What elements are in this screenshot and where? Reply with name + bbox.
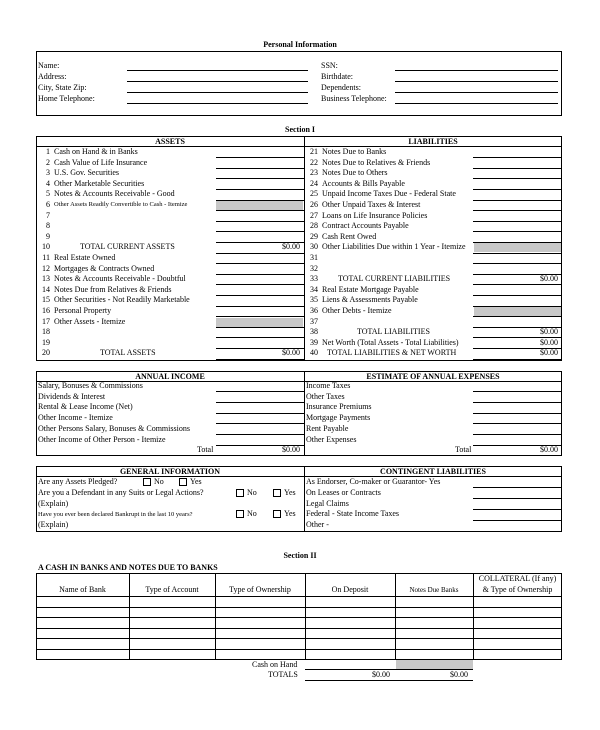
contingent-row-label: On Leases or Contracts xyxy=(306,487,381,497)
bank-cell[interactable] xyxy=(129,649,215,659)
liability-amount-field[interactable] xyxy=(473,295,562,296)
liability-amount-field[interactable] xyxy=(473,284,562,285)
bank-cell[interactable] xyxy=(473,628,562,638)
asset-line-number: 10 xyxy=(42,242,50,252)
asset-line-label: Other Assets Readily Convertible to Cash - Itemize xyxy=(54,201,188,208)
bank-cell[interactable] xyxy=(129,596,215,606)
section2-subtitle: A CASH IN BANKS AND NOTES DUE TO BANKS xyxy=(38,563,218,572)
bank-cell[interactable] xyxy=(129,628,215,638)
no-label: No xyxy=(247,509,257,518)
asset-line-label: Notes Due from Relatives & Friends xyxy=(54,284,172,294)
asset-amount-field[interactable] xyxy=(216,359,304,360)
liability-amount-field[interactable] xyxy=(473,200,562,201)
asset-amount-field[interactable] xyxy=(216,263,304,264)
liability-line-number: 37 xyxy=(310,316,318,326)
asset-line-label: TOTAL CURRENT ASSETS xyxy=(80,242,175,252)
assets-header: ASSETS xyxy=(155,137,185,146)
asset-line-label: Real Estate Owned xyxy=(54,253,116,262)
liability-line-number: 23 xyxy=(310,168,318,178)
liability-amount-field[interactable] xyxy=(473,231,562,232)
bank-cell[interactable] xyxy=(395,617,473,627)
bank-cell[interactable] xyxy=(395,638,473,648)
personal-box xyxy=(36,51,562,116)
liability-itemize-shaded xyxy=(474,243,561,252)
liability-line-label: Notes Due to Others xyxy=(322,168,388,178)
asset-line-label: TOTAL ASSETS xyxy=(100,348,156,358)
address-label: Address: xyxy=(38,72,67,81)
liability-line-label: Cash Rent Owed xyxy=(322,231,377,241)
liability-line-label: Liens & Assessments Payable xyxy=(322,295,418,305)
bank-cell[interactable] xyxy=(305,607,395,617)
expense-row-label: Insurance Premiums xyxy=(306,402,372,412)
defendant-yes-checkbox[interactable] xyxy=(273,489,281,497)
bank-cell[interactable] xyxy=(36,628,129,638)
bank-cell[interactable] xyxy=(473,638,562,648)
totals-label: TOTALS xyxy=(268,670,298,679)
bank-cell[interactable] xyxy=(305,628,395,638)
asset-line-number: 2 xyxy=(46,157,50,167)
liability-line-label: Net Worth (Total Assets - Total Liabilities) xyxy=(322,337,459,347)
col-collateral-sub: & Type of Ownership xyxy=(482,585,553,594)
liability-line-number: 40 xyxy=(310,348,318,358)
asset-line-label: Other Marketable Securities xyxy=(54,178,145,188)
bank-cell[interactable] xyxy=(395,628,473,638)
expense-row-label: Mortgage Payments xyxy=(306,413,371,423)
bank-cell[interactable] xyxy=(129,638,215,648)
liability-line-label: Accounts & Bills Payable xyxy=(322,178,405,188)
asset-line-label: U.S. Gov. Securities xyxy=(54,168,120,178)
liabilities-header: LIABILITIES xyxy=(408,137,458,146)
income-row-label: Salary, Bonuses & Commissions xyxy=(38,381,143,390)
liability-line-label: Notes Due to Relatives & Friends xyxy=(322,157,431,167)
totals-deposit: $0.00 xyxy=(372,670,390,679)
bank-cell[interactable] xyxy=(36,638,129,648)
explain-label: (Explain) xyxy=(38,499,69,508)
asset-itemize-shaded xyxy=(216,201,303,210)
liability-line-number: 35 xyxy=(310,295,318,305)
contingent-amount-field[interactable] xyxy=(473,520,562,521)
asset-amount-field[interactable] xyxy=(216,157,304,158)
assets-pledged-yes-checkbox[interactable] xyxy=(179,478,187,486)
income-header: ANNUAL INCOME xyxy=(135,372,205,381)
home-phone-label: Home Telephone: xyxy=(38,94,95,103)
asset-line-number: 1 xyxy=(46,147,50,156)
bankrupt-no-checkbox[interactable] xyxy=(236,510,244,518)
asset-line-number: 3 xyxy=(46,168,50,178)
city-label: City, State Zip: xyxy=(38,83,87,92)
contingent-row-label: Federal - State Income Taxes xyxy=(306,509,400,519)
liability-amount-field[interactable] xyxy=(473,359,562,360)
liability-amount-field[interactable] xyxy=(473,157,562,158)
bank-cell[interactable] xyxy=(36,617,129,627)
asset-amount-field[interactable] xyxy=(216,337,304,338)
asset-line-label: Cash Value of Life Insurance xyxy=(54,157,148,167)
liability-line-number: 26 xyxy=(310,200,318,209)
expense-amount-field[interactable] xyxy=(473,402,562,403)
liability-line-label: Notes Due to Banks xyxy=(322,147,387,156)
asset-total-value: $0.00 xyxy=(282,242,300,252)
ssn-field[interactable] xyxy=(395,70,558,71)
asset-line-label: Personal Property xyxy=(54,306,112,315)
expense-amount-field[interactable] xyxy=(473,423,562,424)
liability-line-label: Other Liabilities Due within 1 Year - Itemize xyxy=(322,242,466,252)
bank-cell[interactable] xyxy=(305,617,395,627)
liability-line-number: 29 xyxy=(310,231,318,241)
bank-cell[interactable] xyxy=(36,607,129,617)
dependents-field[interactable] xyxy=(395,92,558,93)
liability-line-number: 33 xyxy=(310,274,318,284)
liability-total-value: $0.00 xyxy=(540,337,558,347)
bank-cell[interactable] xyxy=(305,638,395,648)
bank-cell[interactable] xyxy=(129,617,215,627)
liability-total-value: $0.00 xyxy=(540,274,558,284)
liability-line-number: 21 xyxy=(310,147,318,156)
expense-row-label: Rent Payable xyxy=(306,423,349,433)
income-amount-field[interactable] xyxy=(216,434,304,435)
asset-line-number: 18 xyxy=(42,327,50,337)
liability-line-label: TOTAL CURRENT LIABILITIES xyxy=(338,274,451,284)
liability-line-label: Contract Accounts Payable xyxy=(322,221,409,231)
bank-cell[interactable] xyxy=(215,638,305,648)
col-type-of-account: Type of Account xyxy=(145,585,199,594)
explain-label: (Explain) xyxy=(38,520,69,529)
liability-line-number: 38 xyxy=(310,327,318,337)
asset-line-number: 5 xyxy=(46,189,50,199)
liability-amount-field[interactable] xyxy=(473,253,562,254)
bank-cell[interactable] xyxy=(395,596,473,606)
liability-line-number: 25 xyxy=(310,189,318,199)
business-phone-label: Business Telephone: xyxy=(321,94,387,103)
contingent-row-label: Other - xyxy=(306,520,329,530)
asset-amount-field[interactable] xyxy=(216,221,304,222)
expense-row-label: Income Taxes xyxy=(306,381,351,390)
income-row-label: Dividends & Interest xyxy=(38,391,106,401)
liability-amount-field[interactable] xyxy=(473,168,562,169)
liability-line-number: 36 xyxy=(310,306,318,315)
income-row-label: Rental & Lease Income (Net) xyxy=(38,402,133,412)
asset-line-number: 4 xyxy=(46,178,50,188)
bank-cell[interactable] xyxy=(305,596,395,606)
asset-amount-field[interactable] xyxy=(216,231,304,232)
asset-line-number: 7 xyxy=(46,210,50,220)
bank-cell[interactable] xyxy=(215,607,305,617)
income-row-label: Other Income - Itemize xyxy=(38,413,113,423)
personal-title: Personal Information xyxy=(263,40,337,49)
liability-line-number: 32 xyxy=(310,263,318,273)
contingent-amount-field[interactable] xyxy=(473,487,562,488)
col-collateral: COLLATERAL (If any) xyxy=(478,574,557,583)
expense-total-label: Total xyxy=(455,445,472,455)
asset-line-label: Other Assets - Itemize xyxy=(54,316,126,326)
yes-label: Yes xyxy=(284,488,296,497)
income-row-label: Other Income of Other Person - Itemize xyxy=(38,434,166,444)
col-notes-due-banks: Notes Due Banks xyxy=(409,586,459,594)
general-header: GENERAL INFORMATION xyxy=(119,467,221,476)
liability-line-label: Unpaid Income Taxes Due - Federal State xyxy=(322,189,456,199)
asset-line-number: 13 xyxy=(42,274,50,284)
col-on-deposit: On Deposit xyxy=(331,585,369,594)
income-expense-divider xyxy=(304,371,305,456)
liability-line-number: 34 xyxy=(310,284,318,294)
expense-amount-field[interactable] xyxy=(473,413,562,414)
dependents-label: Dependents: xyxy=(321,83,361,92)
liability-total-value: $0.00 xyxy=(540,327,558,337)
bank-cell[interactable] xyxy=(215,649,305,659)
asset-line-number: 15 xyxy=(42,295,50,305)
asset-line-label: Notes & Accounts Receivable - Doubtful xyxy=(54,274,186,284)
expense-amount-field[interactable] xyxy=(473,391,562,392)
liability-line-label: TOTAL LIABILITIES xyxy=(357,327,430,337)
asset-total-value: $0.00 xyxy=(282,348,300,358)
income-row-label: Other Persons Salary, Bonuses & Commissions xyxy=(38,423,190,433)
q-assets-pledged: Are any Assets Pledged? xyxy=(38,477,118,486)
expense-row-label: Other Taxes xyxy=(306,391,345,401)
address-field[interactable] xyxy=(127,81,308,82)
q-bankrupt: Have you ever been declared Bankrupt in the last 10 years? xyxy=(38,511,193,518)
asset-line-number: 17 xyxy=(42,316,50,326)
bank-cell[interactable] xyxy=(473,607,562,617)
bank-cell[interactable] xyxy=(473,596,562,606)
asset-line-number: 20 xyxy=(42,348,50,358)
birthdate-label: Birthdate: xyxy=(321,72,353,81)
income-amount-field[interactable] xyxy=(216,423,304,424)
asset-amount-field[interactable] xyxy=(216,295,304,296)
liability-line-number: 30 xyxy=(310,242,318,252)
assets-pledged-no-checkbox[interactable] xyxy=(143,478,151,486)
ssn-label: SSN: xyxy=(321,61,338,70)
liability-line-number: 28 xyxy=(310,221,318,231)
totals-notes: $0.00 xyxy=(450,670,468,679)
cash-on-hand-label: Cash on Hand xyxy=(252,660,298,669)
bank-cell[interactable] xyxy=(215,596,305,606)
name-field[interactable] xyxy=(127,70,308,71)
defendant-no-checkbox[interactable] xyxy=(236,489,244,497)
income-amount-field[interactable] xyxy=(216,391,304,392)
asset-amount-field[interactable] xyxy=(216,253,304,254)
bankrupt-yes-checkbox[interactable] xyxy=(273,510,281,518)
business-phone-field[interactable] xyxy=(395,103,558,104)
asset-line-number: 14 xyxy=(42,284,50,294)
asset-line-label: Other Securities - Not Readily Marketable xyxy=(54,295,190,305)
liability-amount-field[interactable] xyxy=(473,316,562,317)
asset-line-number: 16 xyxy=(42,306,50,315)
no-label: No xyxy=(247,488,257,497)
asset-amount-field[interactable] xyxy=(216,284,304,285)
asset-line-number: 19 xyxy=(42,337,50,347)
asset-amount-field[interactable] xyxy=(216,274,304,275)
asset-line-label: Mortgages & Contracts Owned xyxy=(54,263,155,273)
bank-cell[interactable] xyxy=(215,617,305,627)
liability-line-label: Real Estate Mortgage Payable xyxy=(322,284,419,294)
income-total-label: Total xyxy=(197,445,214,455)
contingent-amount-field[interactable] xyxy=(473,509,562,510)
liability-line-label: Other Unpaid Taxes & Interest xyxy=(322,200,421,209)
liability-amount-field[interactable] xyxy=(473,263,562,264)
asset-line-label: Cash on Hand & in Banks xyxy=(54,147,138,156)
liability-amount-field[interactable] xyxy=(473,178,562,179)
liability-itemize-shaded xyxy=(474,307,561,316)
section2-title: Section II xyxy=(283,551,317,560)
asset-line-number: 12 xyxy=(42,263,50,273)
contingent-row-label: As Endorser, Co-maker or Guarantor- Yes xyxy=(306,477,441,486)
liability-amount-field[interactable] xyxy=(473,221,562,222)
q-defendant: Are you a Defendant in any Suits or Legal Actions? xyxy=(38,488,204,497)
contingent-row-label: Legal Claims xyxy=(306,498,349,508)
bank-cell[interactable] xyxy=(36,596,129,606)
yes-label: Yes xyxy=(190,477,202,486)
asset-amount-field[interactable] xyxy=(216,306,304,307)
asset-amount-field[interactable] xyxy=(216,327,304,328)
expense-row-label: Other Expenses xyxy=(306,434,357,444)
asset-amount-field[interactable] xyxy=(216,178,304,179)
asset-line-number: 8 xyxy=(46,221,50,231)
liability-line-number: 39 xyxy=(310,337,318,347)
contingent-amount-field[interactable] xyxy=(473,498,562,499)
yes-label: Yes xyxy=(284,509,296,518)
no-label: No xyxy=(154,477,164,486)
contingent-header: CONTINGENT LIABILITIES xyxy=(380,467,486,476)
expenses-header: ESTIMATE OF ANNUAL EXPENSES xyxy=(366,372,500,381)
asset-line-number: 6 xyxy=(46,200,50,209)
asset-line-number: 11 xyxy=(42,253,50,262)
bank-cell[interactable] xyxy=(305,649,395,659)
bank-cell[interactable] xyxy=(395,649,473,659)
asset-line-number: 9 xyxy=(46,231,50,241)
liability-line-label: Other Debts - Itemize xyxy=(322,306,392,315)
bank-cell[interactable] xyxy=(129,607,215,617)
name-label: Name: xyxy=(38,61,60,70)
cash-on-hand-shaded xyxy=(396,660,473,669)
liability-amount-field[interactable] xyxy=(473,210,562,211)
totals-rule xyxy=(305,680,473,681)
liability-line-number: 31 xyxy=(310,253,318,262)
asset-line-label: Notes & Accounts Receivable - Good xyxy=(54,189,175,199)
bank-cell[interactable] xyxy=(473,617,562,627)
asset-amount-field[interactable] xyxy=(216,210,304,211)
expense-amount-field[interactable] xyxy=(473,434,562,435)
section1-title: Section I xyxy=(285,125,315,134)
bank-cell[interactable] xyxy=(36,649,129,659)
city-field[interactable] xyxy=(127,92,308,93)
income-amount-field[interactable] xyxy=(216,413,304,414)
liability-line-label: Loans on Life Insurance Policies xyxy=(322,210,428,220)
home-phone-field[interactable] xyxy=(127,103,308,104)
asset-itemize-shaded xyxy=(216,318,303,327)
col-name-of-bank: Name of Bank xyxy=(59,585,106,594)
contingent-amount-field[interactable] xyxy=(473,531,562,532)
expense-total-value: $0.00 xyxy=(540,445,558,455)
birthdate-field[interactable] xyxy=(395,81,558,82)
liability-line-number: 27 xyxy=(310,210,318,220)
income-total-value: $0.00 xyxy=(282,445,300,455)
liability-line-label: TOTAL LIABILITIES & NET WORTH xyxy=(327,348,457,358)
asset-amount-field[interactable] xyxy=(216,189,304,190)
asset-amount-field[interactable] xyxy=(216,168,304,169)
liability-amount-field[interactable] xyxy=(473,189,562,190)
liability-total-value: $0.00 xyxy=(540,348,558,358)
income-amount-field[interactable] xyxy=(216,402,304,403)
col-type-of-ownership: Type of Ownership xyxy=(229,585,291,594)
liability-line-number: 22 xyxy=(310,157,318,167)
bank-cell[interactable] xyxy=(215,628,305,638)
bank-cell[interactable] xyxy=(473,649,562,659)
bank-cell[interactable] xyxy=(395,607,473,617)
liability-line-number: 24 xyxy=(310,178,318,188)
